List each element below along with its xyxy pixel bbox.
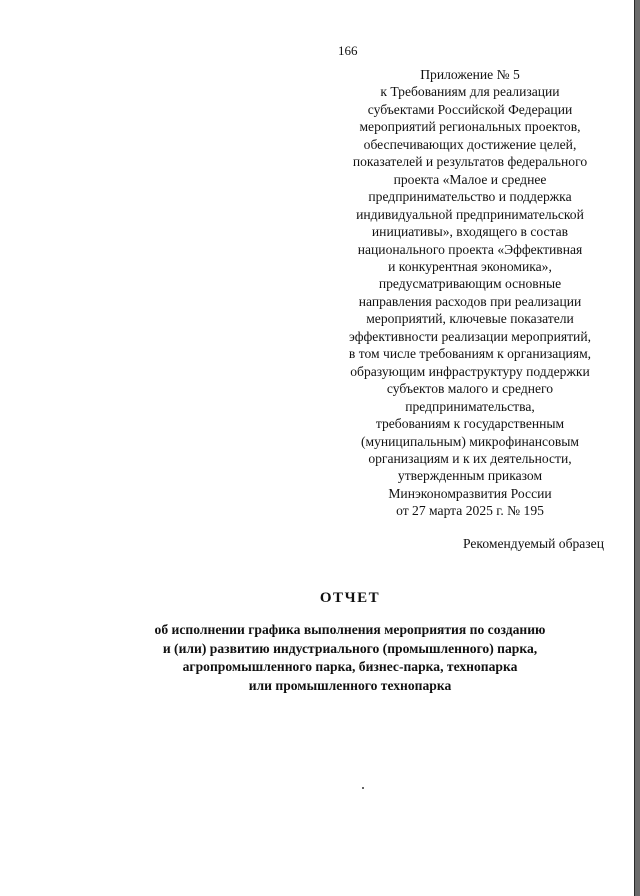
appendix-line: направления расходов при реализации [358, 293, 582, 309]
subtitle-line: и (или) развитию индустриального (промышленного) парка, [162, 640, 538, 656]
appendix-line: к Требованиям для реализации [380, 84, 560, 100]
report-subtitle [0, 621, 640, 695]
appendix-line: показателей и результатов федерального [352, 154, 588, 170]
appendix-line: проекта «Малое и среднее [393, 171, 547, 187]
subtitle-line: об исполнении графика выполнения мероприятия по созданию [154, 622, 546, 637]
appendix-line: предпринимательства, [405, 398, 535, 414]
appendix-line: мероприятий региональных проектов, [359, 119, 581, 135]
appendix-line: (муниципальным) микрофинансовым [360, 433, 580, 449]
appendix-line: в том числе требованиям к организациям, [348, 346, 592, 362]
appendix-line: утвержденным приказом [397, 468, 543, 484]
subtitle-line: или промышленного технопарка [248, 677, 452, 693]
appendix-line: Приложение № 5 [420, 67, 520, 82]
appendix-line: эффективности реализации мероприятий, [349, 328, 591, 344]
page-number: 166 [338, 43, 358, 58]
appendix-line: организациям и к их деятельности, [368, 450, 572, 466]
appendix-line: требованиям к государственным [375, 416, 565, 432]
subtitle-line: агропромышленного парка, бизнес-парка, технопарка [182, 659, 518, 674]
appendix-line: и конкурентная экономика», [388, 258, 552, 274]
scan-speck [362, 787, 364, 789]
appendix-line: инициативы», входящего в состав [371, 224, 569, 240]
appendix-line: от 27 марта 2025 г. № 195 [396, 503, 544, 519]
appendix-line: субъектов малого и среднего [386, 381, 554, 397]
appendix-line: мероприятий, ключевые показатели [366, 311, 574, 327]
sample-note: Рекомендуемый образец [463, 536, 604, 551]
appendix-line: национального проекта «Эффективная [357, 241, 583, 257]
report-title: ОТЧЕТ [319, 590, 381, 606]
appendix-line: обеспечивающих достижение целей, [363, 136, 577, 152]
appendix-line: предусматривающим основные [378, 276, 562, 292]
appendix-line: Минэкономразвития России [388, 485, 552, 501]
appendix-line: индивидуальной предпринимательской [356, 206, 584, 222]
appendix-line: предпринимательство и поддержка [368, 189, 572, 205]
appendix-block [320, 66, 620, 520]
appendix-line: субъектами Российской Федерации [367, 101, 573, 117]
appendix-line: образующим инфраструктуру поддержки [350, 363, 590, 379]
